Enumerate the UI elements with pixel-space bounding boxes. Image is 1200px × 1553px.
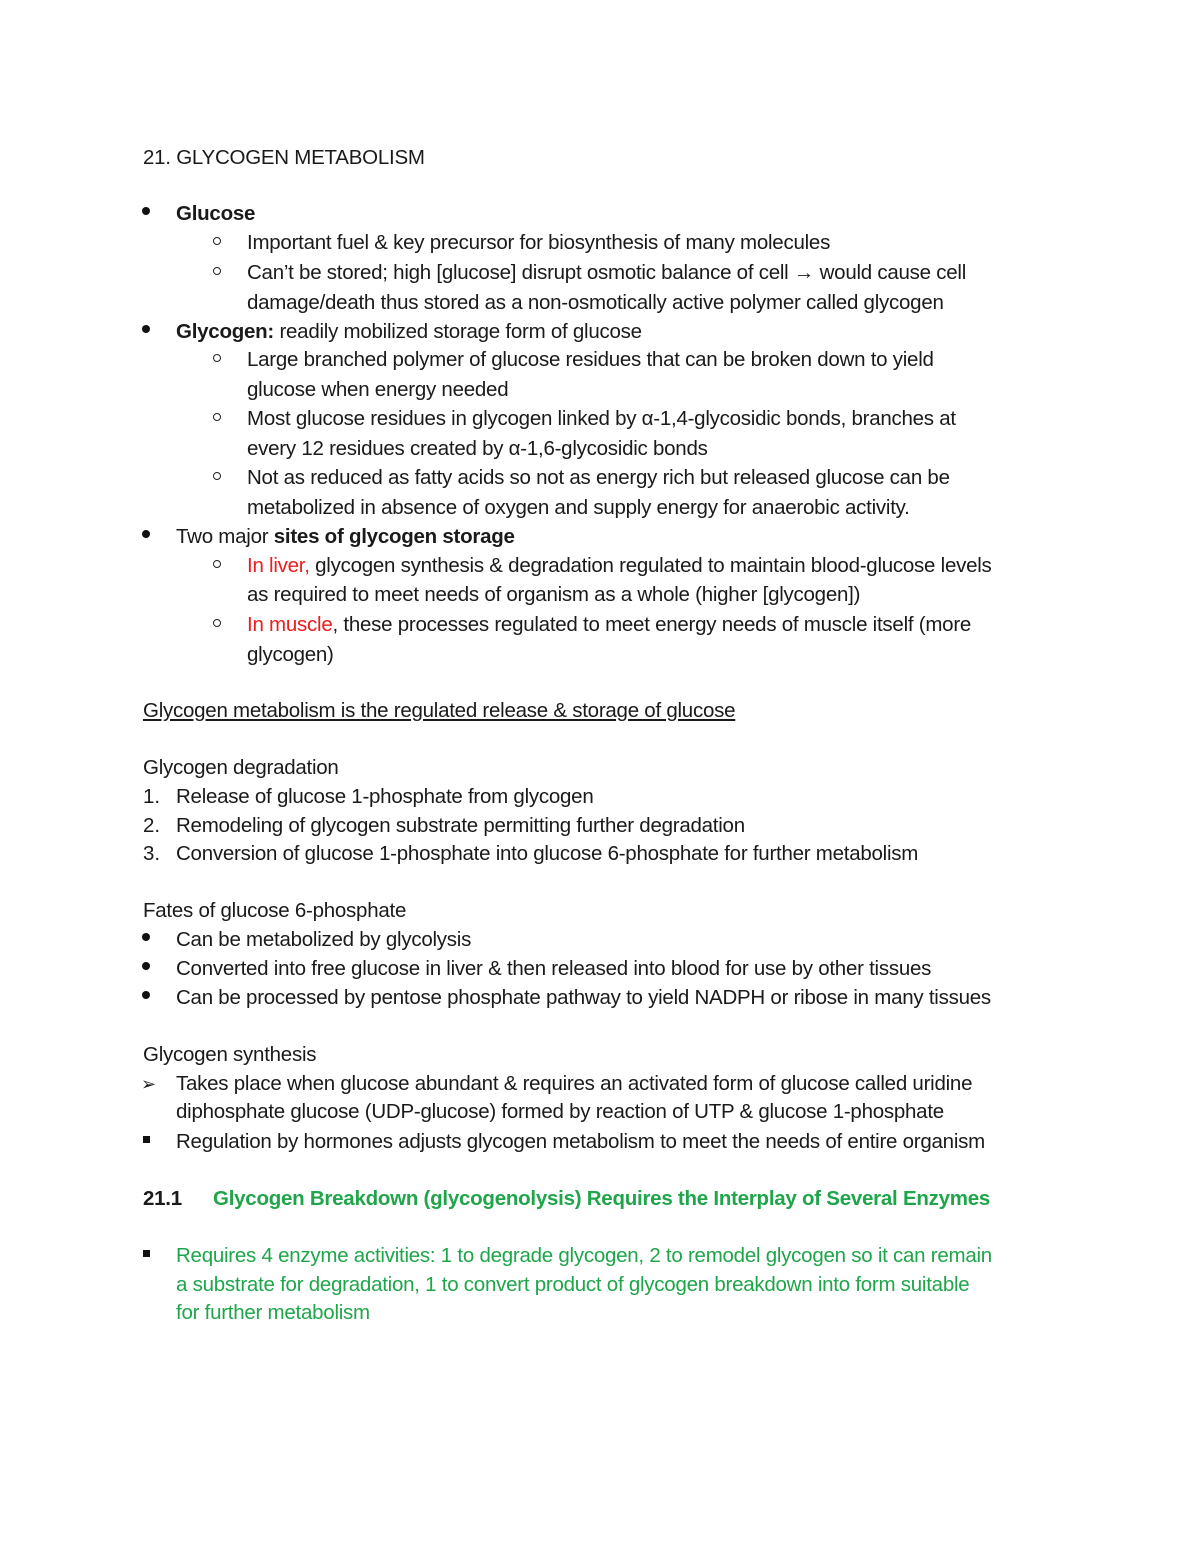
square-bullet <box>143 1136 150 1143</box>
bullet-circle <box>213 560 221 568</box>
liver-line2: as required to meet needs of organism as a whole (higher [glycogen]) <box>247 583 861 606</box>
glycogen-sub1-line1: Large branched polymer of glucose residues that can be broken down to yield <box>247 348 934 371</box>
muscle-label: In muscle <box>247 613 333 636</box>
liver-label: In liver, <box>247 554 310 577</box>
fates-title: Fates of glucose 6-phosphate <box>143 899 407 922</box>
liver-text: glycogen synthesis & degradation regulated to maintain blood-glucose levels <box>309 554 992 577</box>
fates-item: Can be metabolized by glycolysis <box>176 928 472 951</box>
bullet-dot <box>142 207 150 215</box>
list-number: 1. <box>143 785 161 808</box>
bullet-circle <box>213 619 221 627</box>
liver-line1 <box>247 552 992 580</box>
square-bullet <box>143 1250 150 1257</box>
fates-item: Converted into free glucose in liver & then released into blood for use by other tissues <box>176 957 932 980</box>
glycogen-line <box>176 318 642 346</box>
arrow-bullet-icon: ➢ <box>141 1074 157 1094</box>
glycogen-sub2-line2: every 12 residues created by α-1,6-glycosidic bonds <box>247 437 708 460</box>
glycogen-sub2-line1: Most glucose residues in glycogen linked by α-1,4-glycosidic bonds, branches at <box>247 407 956 430</box>
summary-statement: Glycogen metabolism is the regulated release & storage of glucose <box>143 699 736 722</box>
synthesis-item2: Regulation by hormones adjusts glycogen metabolism to meet the needs of entire organism <box>176 1130 985 1153</box>
glucose-label: Glucose <box>176 202 256 225</box>
storage-bold: sites of glycogen storage <box>273 525 515 548</box>
storage-line <box>176 523 515 551</box>
bullet-circle <box>213 237 221 245</box>
section-item-line2: a substrate for degradation, 1 to convert product of glycogen breakdown into form suitable <box>176 1273 970 1296</box>
muscle-text: , these processes regulated to meet energy needs of muscle itself (more <box>332 613 972 636</box>
degradation-item: Remodeling of glycogen substrate permitting further degradation <box>176 814 745 837</box>
synthesis-item1-line1: Takes place when glucose abundant & requires an activated form of glucose called uridine <box>176 1072 973 1095</box>
bullet-dot <box>142 325 150 333</box>
glycogen-sub3-line1: Not as reduced as fatty acids so not as energy rich but released glucose can be <box>247 466 950 489</box>
glucose-sub2-line2: damage/death thus stored as a non-osmotically active polymer called glycogen <box>247 291 944 314</box>
bullet-circle <box>213 413 221 421</box>
degradation-title: Glycogen degradation <box>143 756 339 779</box>
bullet-circle <box>213 472 221 480</box>
section-item-line1: Requires 4 enzyme activities: 1 to degrade glycogen, 2 to remodel glycogen so it can remain <box>176 1244 992 1267</box>
glycogen-label: Glycogen: <box>176 320 274 343</box>
section-number: 21.1 <box>143 1187 182 1210</box>
section-title: Glycogen Breakdown (glycogenolysis) Requires the Interplay of Several Enzymes <box>213 1187 991 1210</box>
list-number: 3. <box>143 842 161 865</box>
section-item-line3: for further metabolism <box>176 1301 370 1324</box>
degradation-item: Release of glucose 1-phosphate from glycogen <box>176 785 594 808</box>
document-heading: 21. GLYCOGEN METABOLISM <box>143 146 425 169</box>
glycogen-definition: readily mobilized storage form of glucose <box>274 320 642 343</box>
synthesis-item1-line2: diphosphate glucose (UDP-glucose) formed by reaction of UTP & glucose 1-phosphate <box>176 1100 944 1123</box>
bullet-dot <box>142 991 150 999</box>
fates-item: Can be processed by pentose phosphate pathway to yield NADPH or ribose in many tissues <box>176 986 991 1009</box>
glucose-sub2-line1: Can’t be stored; high [glucose] disrupt osmotic balance of cell → would cause cell <box>247 261 967 284</box>
storage-pre: Two major <box>176 525 274 548</box>
bullet-dot <box>142 962 150 970</box>
glucose-sub1: Important fuel & key precursor for biosynthesis of many molecules <box>247 231 831 254</box>
bullet-circle <box>213 354 221 362</box>
degradation-item: Conversion of glucose 1-phosphate into glucose 6-phosphate for further metabolism <box>176 842 919 865</box>
bullet-circle <box>213 267 221 275</box>
synthesis-title: Glycogen synthesis <box>143 1043 317 1066</box>
glycogen-sub3-line2: metabolized in absence of oxygen and supply energy for anaerobic activity. <box>247 496 910 519</box>
muscle-line2: glycogen) <box>247 643 334 666</box>
bullet-dot <box>142 530 150 538</box>
list-number: 2. <box>143 814 161 837</box>
glycogen-sub1-line2: glucose when energy needed <box>247 378 509 401</box>
muscle-line1 <box>247 611 971 639</box>
bullet-dot <box>142 933 150 941</box>
